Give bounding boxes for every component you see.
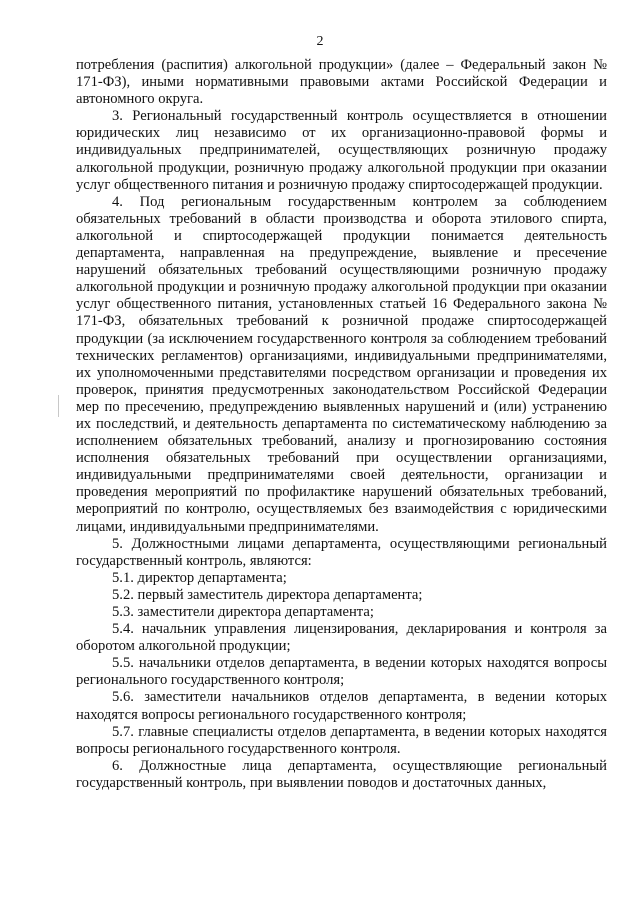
paragraph-6: 6. Должностные лица департамента, осуществляющие региональный государственный контроль, при выявлении поводов и достаточных данных, [76,757,607,791]
paragraph-4: 4. Под региональным государственным контролем за соблюдением обязательных требований в области производства и оборота этилового спирта, алкогольной и спиртосодержащей продукции понимается деятельность департамента, направленная на предупреждение, выявление и пресечение нарушений обязательных требований осуществляющими розничную продажу алкогольной продукции и розничную продажу алкогольной продукции при оказании услуг общественного питания, установленных статьей 16 Федерального закона № 171-ФЗ, обязательных требований к розничной продаже спиртосодержащей продукции (за исключением государственного контроля за соблюдением требований технических регламентов) организациями, индивидуальными предпринимателями, их уполномоченными представителями посредством организации и проведения их проверок, принятия предусмотренных законодательством Российской Федерации мер по пресечению, предупреждению выявленных нарушений и (или) устранению их последствий, и деятельность департамента по систематическому наблюдению за исполнением обязательных требований, анализу и прогнозированию состояния исполнения обязательных требований при осуществлении организациями, индивидуальными предпринимателями своей деятельности, организации и проведения мероприятий по профилактике нарушений обязательных требований, мероприятий по контролю, осуществляемых без взаимодействия с юридическими лицами, индивидуальными предпринимателями. [76,193,607,535]
scan-artifact-line [58,395,59,417]
paragraph-5-1: 5.1. директор департамента; [112,569,287,586]
paragraph-5: 5. Должностными лицами департамента, осуществляющими региональный государственный контроль, являются: [76,535,607,569]
paragraph-5-7: 5.7. главные специалисты отделов департамента, в ведении которых находятся вопросы регионального государственного контроля. [76,723,607,757]
document-body [76,57,607,792]
paragraph-continuation: потребления (распития) алкогольной продукции» (далее – Федеральный закон № 171-ФЗ), иными нормативными правовыми актами Российской Федерации и автономного округа. [76,57,607,108]
paragraph-5-2: 5.2. первый заместитель директора департамента; [112,586,423,603]
paragraph-5-5: 5.5. начальники отделов департамента, в ведении которых находятся вопросы регионального государственного контроля; [76,655,607,689]
paragraph-3: 3. Региональный государственный контроль осуществляется в отношении юридических лиц независимо от их организационно-правовой формы и индивидуальных предпринимателей, осуществляющих розничную продажу алкогольной продукции, розничную продажу алкогольной продукции при оказании услуг общественного питания и розничную продажу спиртосодержащей продукции. [76,108,607,193]
paragraph-5-4: 5.4. начальник управления лицензирования, декларирования и контроля за оборотом алкогольной продукции; [76,621,607,655]
paragraph-5-3: 5.3. заместители директора департамента; [112,604,374,620]
page-number: 2 [316,34,324,49]
paragraph-5-6: 5.6. заместители начальников отделов департамента, в ведении которых находятся вопросы регионального государственного контроля; [76,689,607,723]
